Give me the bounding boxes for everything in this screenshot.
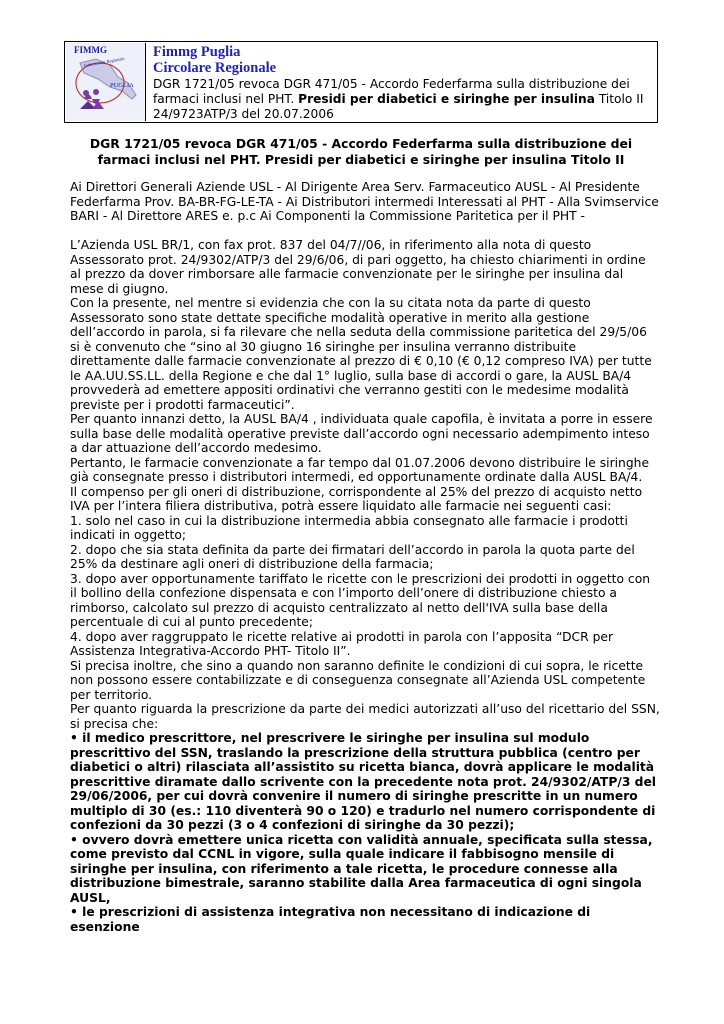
body-paragraph: Con la presente, nel mentre si evidenzia che con la su citata nota da parte di questo Assessorato sono state dettate specifiche modalità operative in merito alla gestione dell’accordo in parola, si fa rilevare che nella seduta della commissione paritetica del 29/5/06 si è convenuto che “sino al 30 giugno 16 siringhe per insulina verranno distribuite direttamente dalle farmacie convenzionate al prezzo di € 0,10 (€ 0,12 compreso IVA) per tutte le AA.UU.SS.LL. della Regione e che dal 1° luglio, sulla base di accordi o gare, la AUSL BA/4 provvederà ad emettere appositi ordinativi che verranno gestiti con le medesime modalità previste per i prodotti farmaceutici”. bbox=[70, 296, 652, 412]
bullet-item: • il medico prescrittore, nel prescrivere le siringhe per insulina sul modulo prescrittivo del SSN, traslando la prescrizione della struttura pubblica (centro per diabetici o altri) rilasciata all’assistito su ricetta bianca, dovrà applicare le modalità prescrittive diramate dallo scrivente con la precedente nota prot. 24/9302/ATP/3 del 29/06/2006, per cui dovrà convenire il numero di siringhe prescritte in un numero multiplo di 30 (es.: 110 diventerà 90 o 120) e tradurlo nel numero corrispondente di confezioni da 30 pezzi (3 o 4 confezioni di siringhe da 30 pezzi); bbox=[70, 731, 657, 832]
fimmg-logo bbox=[66, 43, 146, 121]
document-title: DGR 1721/05 revoca DGR 471/05 - Accordo Federfarma sulla distribuzione dei farmaci inclusi nel PHT. Presidi per diabetici e siringhe per insulina Titolo II bbox=[89, 136, 633, 167]
body-paragraph: Il compenso per gli oneri di distribuzione, corrispondente al 25% del prezzo di acquisto netto IVA per l’intera filiera distributiva, potrà essere liquidato alle farmacie nei seguenti casi: bbox=[70, 484, 643, 513]
body-paragraph: Per quanto riguarda la prescrizione da parte dei medici autorizzati all’uso del ricettario del SSN, si precisa che: bbox=[70, 702, 660, 731]
svg-text:FIMMG: FIMMG bbox=[74, 45, 107, 55]
svg-text:Federazione Regionale: Federazione Regionale bbox=[83, 55, 125, 68]
circular-header bbox=[64, 41, 658, 123]
header-org-title: Fimmg Puglia bbox=[153, 44, 241, 60]
body-paragraph: Per quanto innanzi detto, la AUSL BA/4 , individuata quale capofila, è invitata a porre in essere sulla base delle modalità operative previste dall’accordo ogni necessario adempimento inteso a dar attuazione dell’accordo medesimo. bbox=[70, 412, 653, 455]
list-item: 1. solo nel caso in cui la distribuzione intermedia abbia consegnato alle farmacie i prodotti indicati in oggetto; bbox=[70, 513, 628, 542]
header-subject: DGR 1721/05 revoca DGR 471/05 - Accordo Federfarma sulla distribuzione dei farmaci inclusi nel PHT. Presidi per diabetici e siringhe per insulina Titolo II 24/9723ATP/3 del 20.07.2006 bbox=[153, 77, 644, 121]
fimmg-puglia-map-icon bbox=[66, 43, 144, 119]
header-doc-type: Circolare Regionale bbox=[153, 60, 277, 76]
document-body bbox=[70, 180, 660, 934]
list-item: 3. dopo aver opportunamente tariffato le ricette con le prescrizioni dei prodotti in oggetto con il bollino della confezione dispensata e con l’importo dell’onere di distribuzione chiesto a rimborso, calcolato sul prezzo di acquisto centralizzato al netto dell'IVA sulla base della percentuale di cui al punto precedente; bbox=[70, 571, 651, 629]
svg-text:PUGLIA: PUGLIA bbox=[110, 82, 134, 89]
recipients-paragraph: Ai Direttori Generali Aziende USL - Al Dirigente Area Serv. Farmaceutico AUSL - Al Presidente Federfarma Prov. BA-BR-FG-LE-TA - Ai Distributori intermedi Interessati al PHT - Alla Svimservice BARI - Al Direttore ARES e. p.c Ai Componenti la Commissione Paritetica per il PHT - bbox=[70, 180, 659, 223]
list-item: 4. dopo aver raggruppato le ricette relative ai prodotti in parola con l’apposita “DCR per Assistenza Integrativa-Accordo PHT- Titolo II”. bbox=[70, 629, 614, 658]
header-text bbox=[153, 44, 653, 122]
bullet-item: • le prescrizioni di assistenza integrativa non necessitano di indicazione di esenzione bbox=[70, 905, 591, 934]
body-paragraph: Pertanto, le farmacie convenzionate a far tempo dal 01.07.2006 devono distribuire le siringhe già consegnate presso i distributori intermedi, ed opportunamente ordinate dalla AUSL BA/4. bbox=[70, 455, 650, 484]
list-item: 2. dopo che sia stata definita da parte dei firmatari dell’accordo in parola la quota parte del 25% da destinare agli oneri di distribuzione della farmacia; bbox=[70, 542, 635, 571]
bullet-item: • ovvero dovrà emettere unica ricetta con validità annuale, specificata sulla stessa, come previsto dal CCNL in vigore, sulla quale indicare il fabbisogno mensile di siringhe per insulina, con riferimento a tale ricetta, le procedure connesse alla distribuzione bimestrale, saranno stabilite dalla Area farmaceutica di ogni singola AUSL, bbox=[70, 832, 653, 905]
body-paragraph: L’Azienda USL BR/1, con fax prot. 837 del 04/7//06, in riferimento alla nota di questo Assessorato prot. 24/9302/ATP/3 del 29/6/06, di pari oggetto, ha chiesto chiarimenti in ordine al prezzo da dover rimborsare alle farmacie convenzionate per le siringhe per insulina dal mese di giugno. bbox=[70, 238, 646, 296]
body-paragraph: Si precisa inoltre, che sino a quando non saranno definite le condizioni di cui sopra, le ricette non possono essere contabilizzate e di conseguenza consegnate all’Azienda USL competente per territorio. bbox=[70, 658, 646, 702]
